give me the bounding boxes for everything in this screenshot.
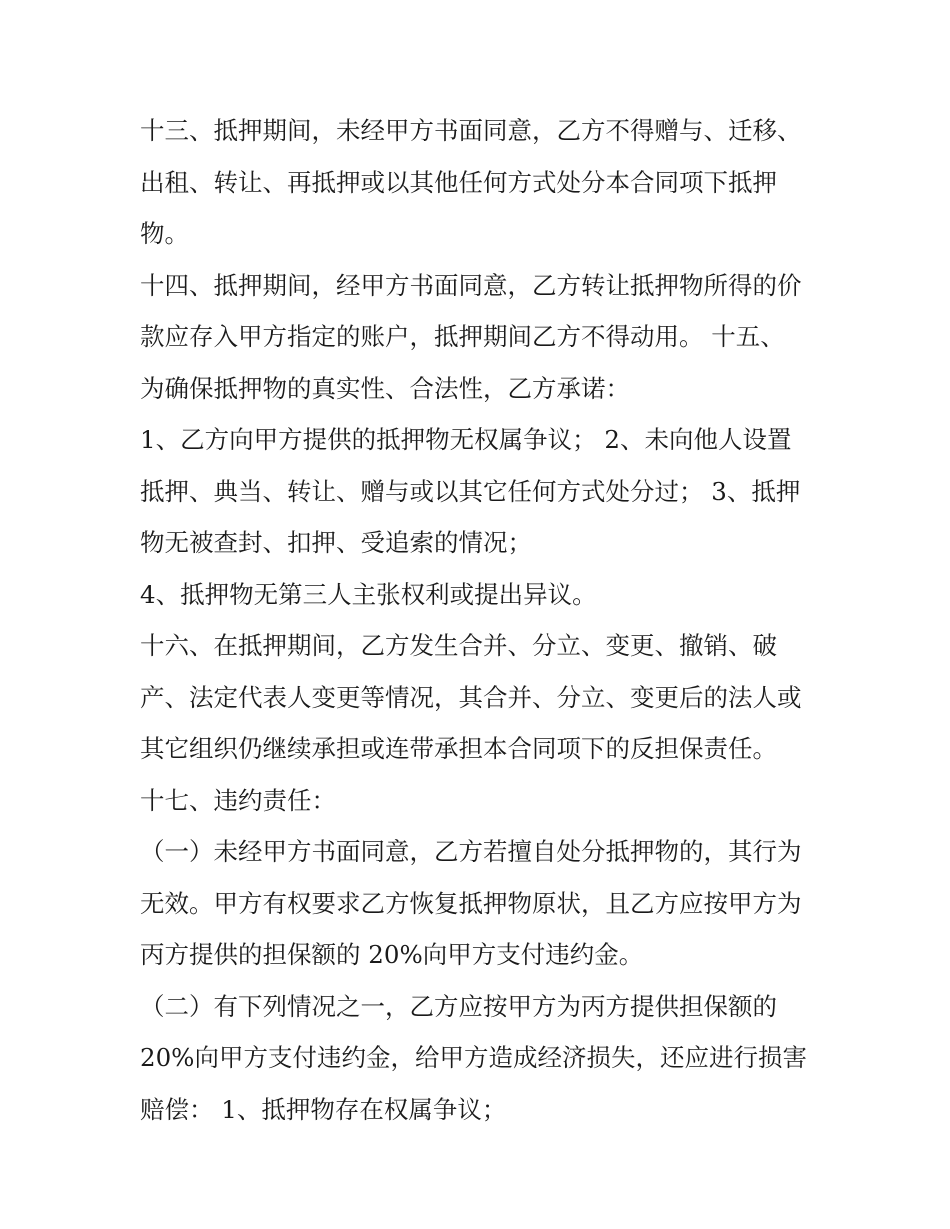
text-line: 1、乙方向甲方提供的抵押物无权属争议； 2、未向他人设置 [140,425,792,454]
text-line: 出租、转让、再抵押或以其他任何方式处分本合同项下抵押 [140,167,777,197]
text-line: 为确保抵押物的真实性、合法性，乙方承诺： [140,373,630,403]
text-line: 十三、抵押期间，未经甲方书面同意，乙方不得赠与、迁移、 [140,116,802,145]
text-line: （二）有下列情况之一，乙方应按甲方为丙方提供担保额的 [140,991,777,1021]
text-line: 抵押、典当、转让、赠与或以其它任何方式处分过； 3、抵押 [140,476,801,506]
text-line: 物无被查封、扣押、受追索的情况； [140,528,532,557]
text-line: （一）未经甲方书面同意，乙方若擅自处分抵押物的，其行为 [140,837,802,866]
text-line: 十七、违约责任： [140,785,336,815]
text-line: 4、抵押物无第三人主张权利或提出异议。 [140,579,597,609]
text-line: 其它组织仍继续承担或连带承担本合同项下的反担保责任。 [140,734,777,763]
text-line: 物。 [140,219,189,248]
contract-text [140,105,820,1135]
text-line: 20%向甲方支付违约金，给甲方造成经济损失，还应进行损害 [140,1043,807,1072]
text-line: 十四、抵押期间，经甲方书面同意，乙方转让抵押物所得的价 [140,270,802,300]
text-line: 款应存入甲方指定的账户，抵押期间乙方不得动用。 十五、 [140,322,785,351]
text-line: 十六、在抵押期间，乙方发生合并、分立、变更、撤销、破 [140,631,777,660]
text-line: 赔偿： 1、抵押物存在权属争议； [140,1094,507,1124]
text-line: 无效。甲方有权要求乙方恢复抵押物原状，且乙方应按甲方为 [140,888,802,918]
text-line: 产、法定代表人变更等情况，其合并、分立、变更后的法人或 [140,682,802,712]
text-line: 丙方提供的担保额的 20%向甲方支付违约金。 [140,940,644,969]
